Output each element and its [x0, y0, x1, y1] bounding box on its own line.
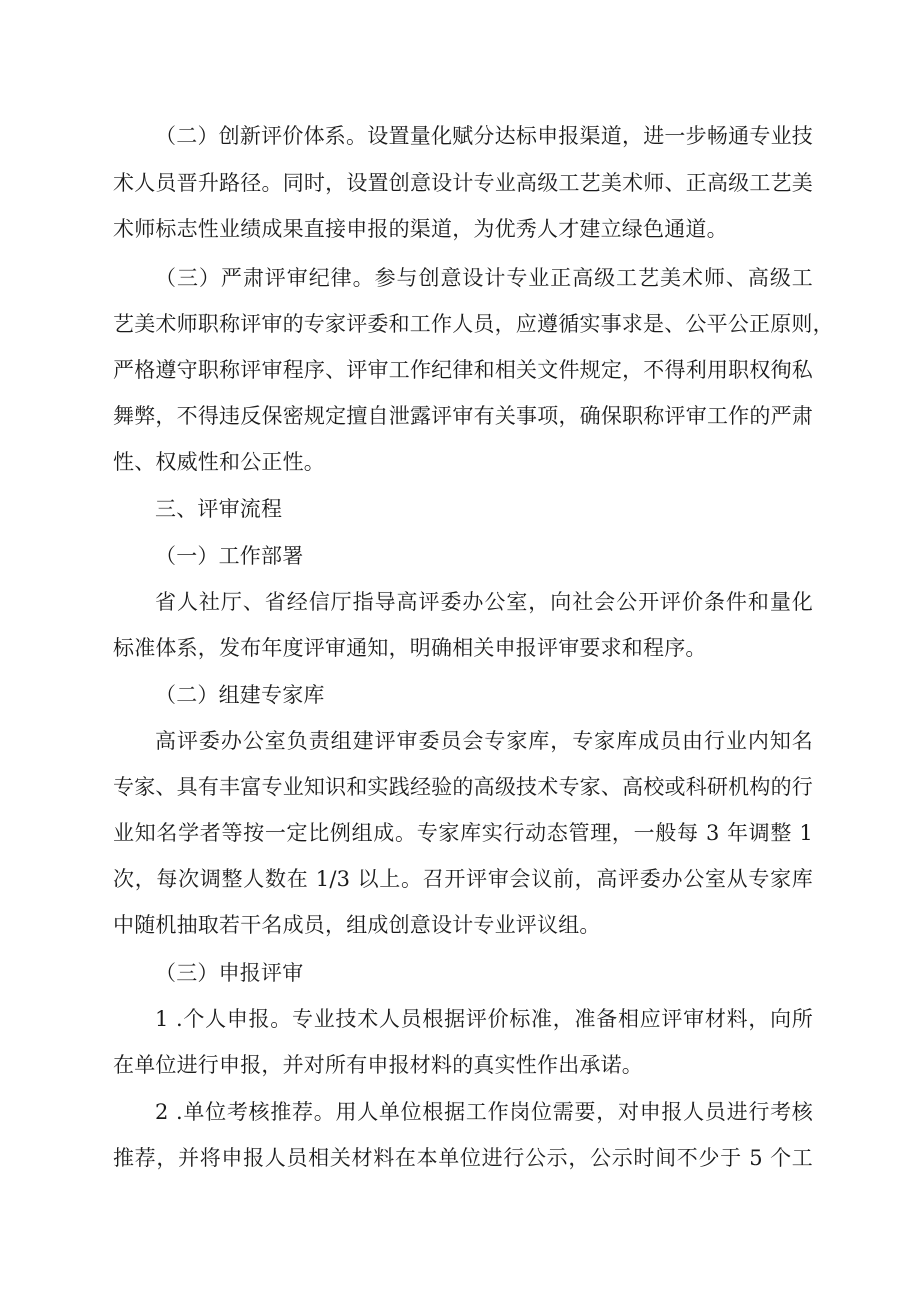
section-heading: 三、评审流程	[155, 497, 283, 521]
paragraph-line: 推荐，并将申报人员相关材料在本单位进行公示，公示时间不少于 5 个工	[113, 1146, 813, 1170]
paragraph-line: 2 .单位考核推荐。用人单位根据工作岗位需要，对申报人员进行考核	[155, 1100, 813, 1124]
paragraph-line: 次，每次调整人数在 1/3 以上。召开评审会议前，高评委办公室从专家库	[113, 867, 813, 891]
subsection-heading: （一）工作部署	[155, 544, 304, 568]
paragraph-line: 中随机抽取若干名成员，组成创意设计专业评议组。	[113, 913, 601, 937]
paragraph-line: 术人员晋升路径。同时，设置创意设计专业高级工艺美术师、正高级工艺美	[113, 171, 813, 195]
paragraph-line: 在单位进行申报，并对所有申报材料的真实性作出承诺。	[113, 1053, 643, 1077]
paragraph-line: 专家、具有丰富专业知识和实践经验的高级技术专家、高校或科研机构的行	[113, 775, 813, 799]
subsection-heading: （二）组建专家库	[155, 683, 325, 707]
paragraph-line: 业知名学者等按一定比例组成。专家库实行动态管理，一般每 3 年调整 1	[113, 821, 813, 845]
paragraph-line: 严格遵守职称评审程序、评审工作纪律和相关文件规定，不得利用职权徇私	[113, 358, 813, 382]
subsection-heading: （三）申报评审	[155, 961, 304, 985]
paragraph-line: 高评委办公室负责组建评审委员会专家库，专家库成员由行业内知名	[155, 729, 813, 753]
paragraph-line: 术师标志性业绩成果直接申报的渠道，为优秀人才建立绿色通道。	[113, 217, 728, 241]
paragraph-line: 性、权威性和公正性。	[113, 450, 325, 474]
paragraph-line: （三）严肃评审纪律。参与创意设计专业正高级工艺美术师、高级工	[155, 266, 813, 290]
paragraph-line: （二）创新评价体系。设置量化赋分达标申报渠道，进一步畅通专业技	[155, 124, 813, 148]
paragraph-line: 省人社厅、省经信厅指导高评委办公室，向社会公开评价条件和量化	[155, 590, 813, 614]
paragraph-line: 舞弊，不得违反保密规定擅自泄露评审有关事项，确保职称评审工作的严肃	[113, 404, 813, 428]
paragraph-line: 1 .个人申报。专业技术人员根据评价标准，准备相应评审材料，向所	[155, 1007, 813, 1031]
paragraph-line: 艺美术师职称评审的专家评委和工作人员，应遵循实事求是、公平公正原则，	[113, 312, 834, 336]
paragraph-line: 标准体系，发布年度评审通知，明确相关申报评审要求和程序。	[113, 636, 707, 660]
